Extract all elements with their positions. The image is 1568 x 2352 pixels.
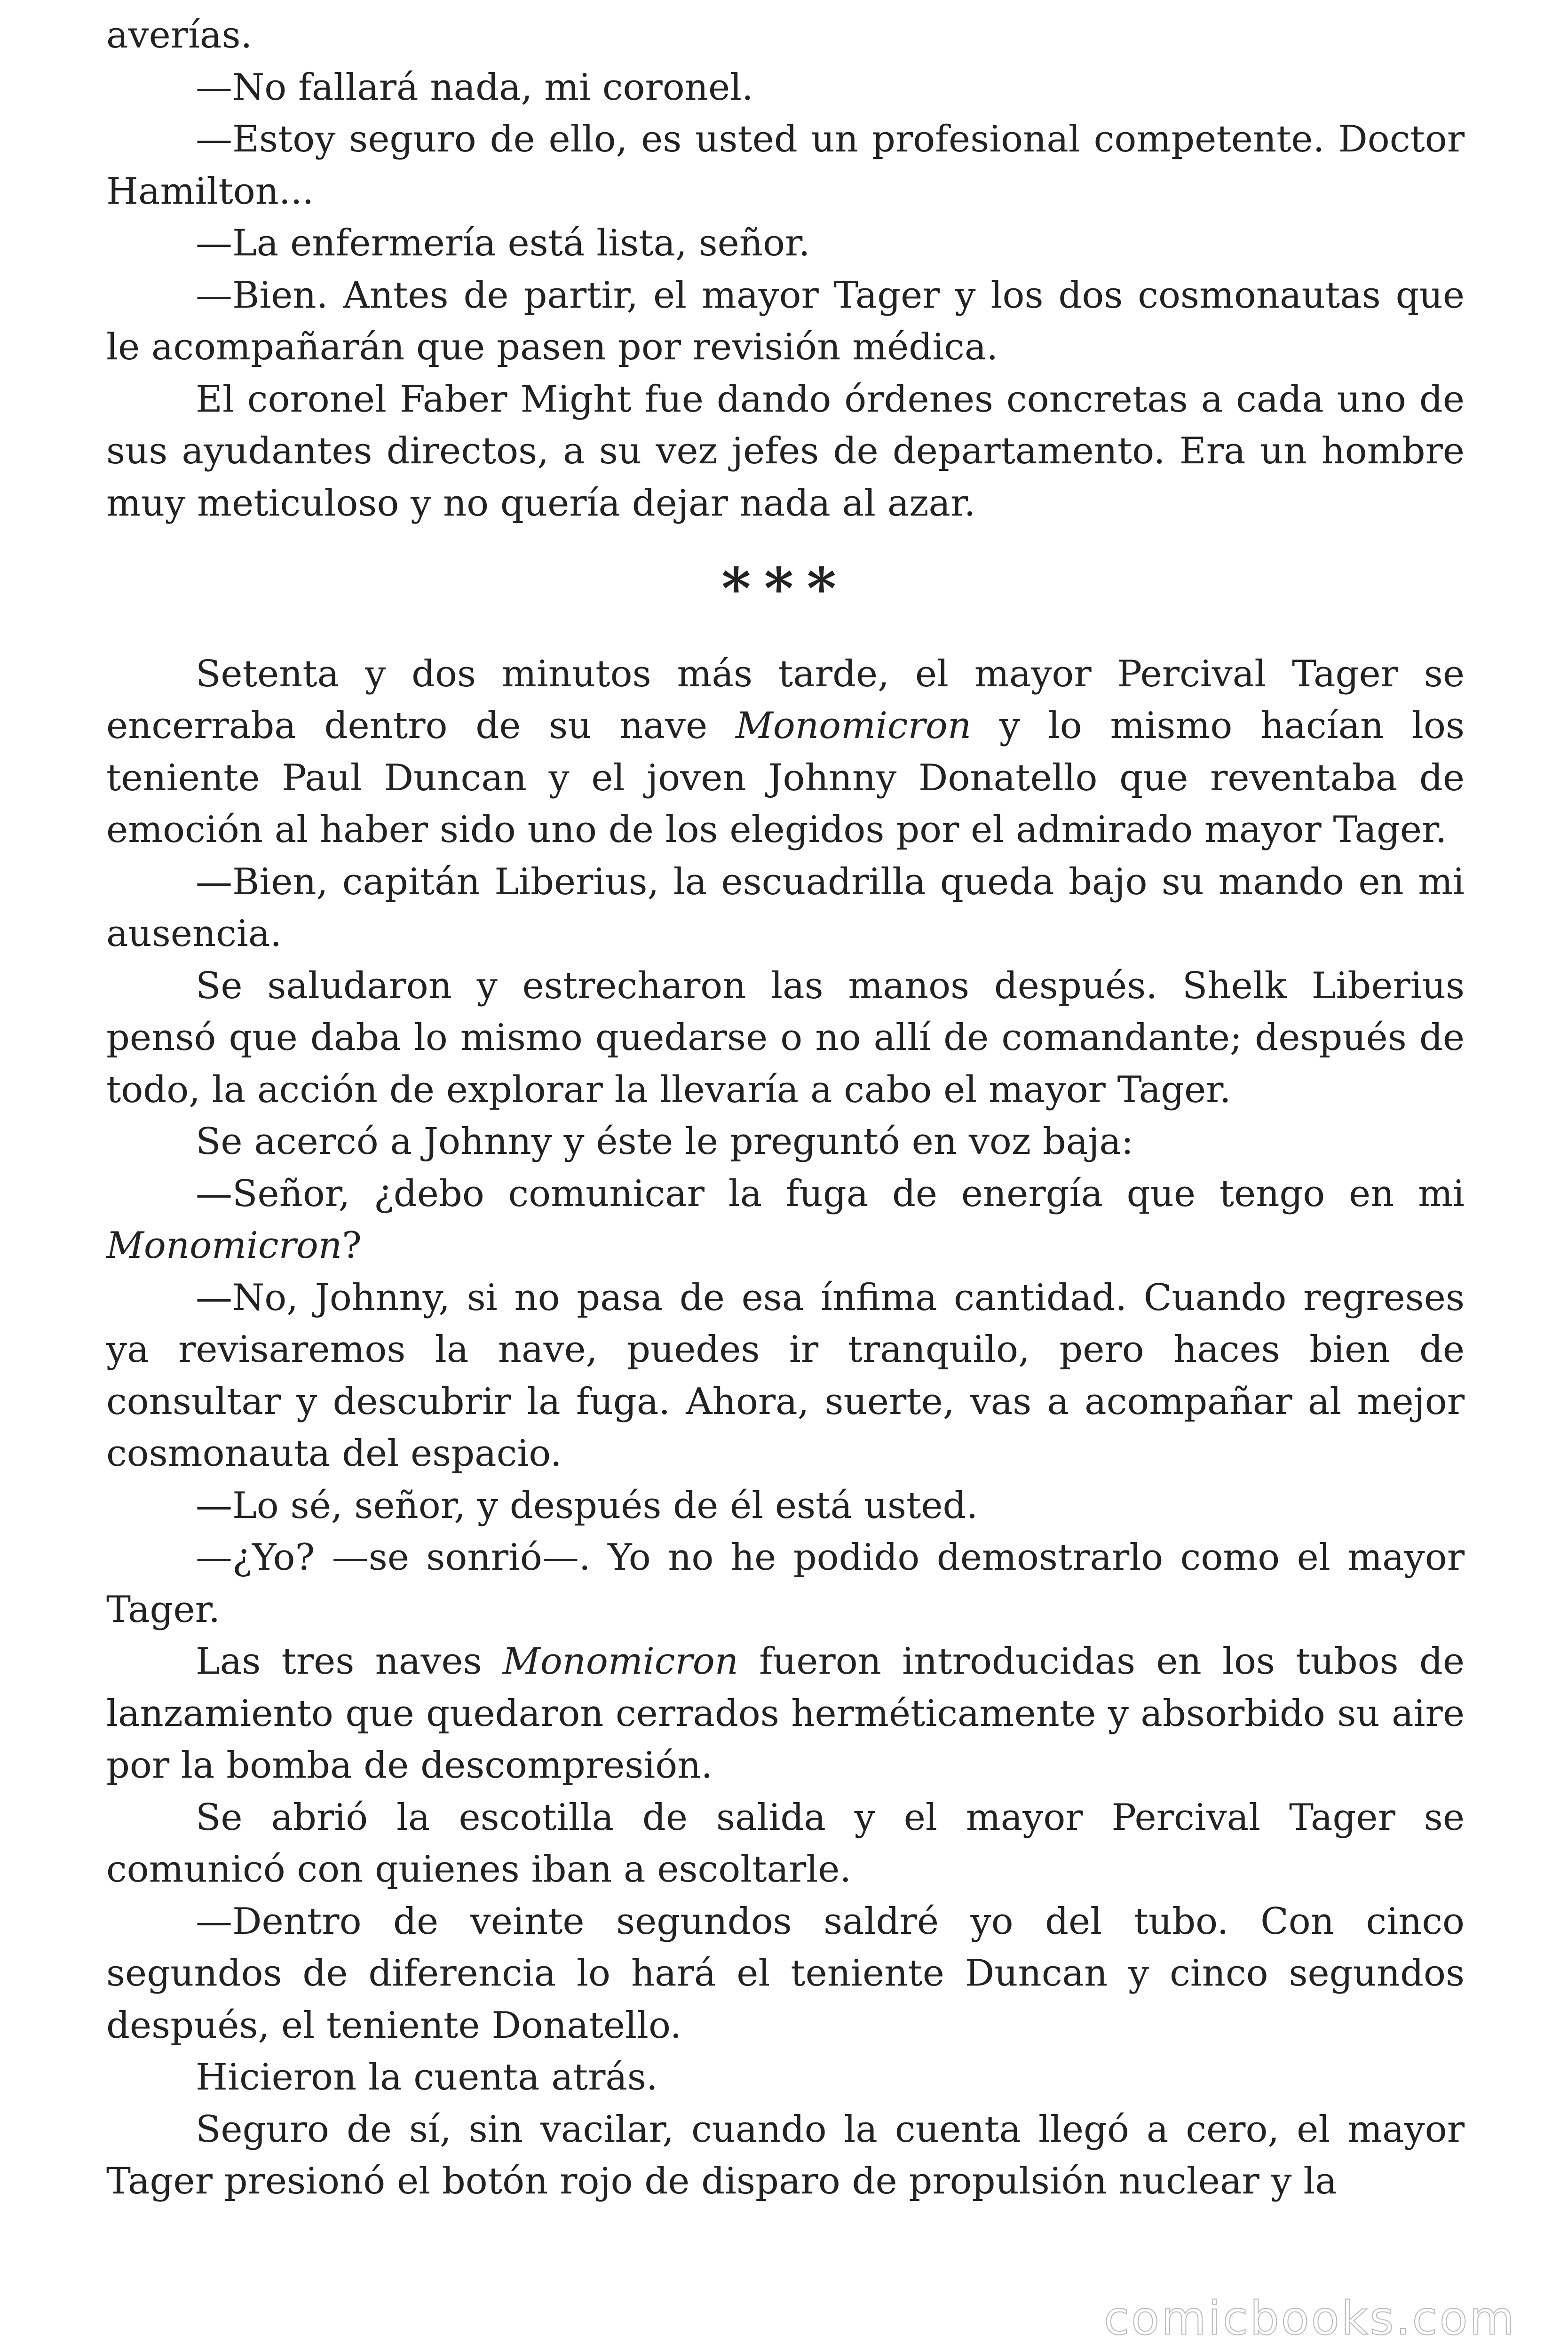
paragraph: —Estoy seguro de ello, es usted un profesional competente. Doctor Hamilton... xyxy=(106,118,1465,213)
paragraph: Se acercó a Johnny y éste le preguntó en voz baja: xyxy=(196,1120,1134,1163)
paragraph: —La enfermería está lista, señor. xyxy=(196,222,810,264)
paragraph: Se saludaron y estrecharon las manos después. Shelk Liberius pensó que daba lo mismo quedarse o no allí de comandante; después de todo, la acción de explorar la llevaría a cabo el mayor Tager. xyxy=(106,964,1465,1111)
paragraph: Seguro de sí, sin vacilar, cuando la cuenta llegó a cero, el mayor Tager presionó el botón rojo de disparo de propulsión nuclear y la xyxy=(106,2108,1465,2202)
scene-separator: *** xyxy=(721,556,850,622)
paragraph: Las tres naves Monomicron fueron introducidas en los tubos de lanzamiento que quedaron cerrados herméticamente y absorbido su aire por la bomba de descompresión. xyxy=(106,1640,1465,1787)
page-body xyxy=(106,9,1465,2208)
paragraph: —No, Johnny, si no pasa de esa ínfima cantidad. Cuando regreses ya revisaremos la nave, puedes ir tranquilo, pero haces bien de consultar y descubrir la fuga. Ahora, suerte, vas a acompañar al mejor cosmonauta del espacio. xyxy=(106,1276,1465,1475)
watermark: comicbooks.com xyxy=(1104,2292,1516,2345)
paragraph: averías. xyxy=(106,14,253,56)
paragraph: —Bien. Antes de partir, el mayor Tager y los dos cosmonautas que le acompañarán que pasen por revisión médica. xyxy=(106,274,1465,368)
ship-name: Monomicron xyxy=(502,1640,738,1683)
paragraph: —Bien, capitán Liberius, la escuadrilla queda bajo su mando en mi ausencia. xyxy=(106,860,1465,955)
ship-name: Monomicron xyxy=(736,705,972,747)
paragraph: —Lo sé, señor, y después de él está usted. xyxy=(196,1484,978,1527)
ship-name: Monomicron xyxy=(106,1224,342,1267)
paragraph: Se abrió la escotilla de salida y el mayor Percival Tager se comunicó con quienes iban a escoltarle. xyxy=(106,1796,1465,1891)
paragraph: Hicieron la cuenta atrás. xyxy=(196,2056,658,2098)
paragraph: —Señor, ¿debo comunicar la fuga de energía que tengo en mi Monomicron? xyxy=(106,1172,1465,1267)
paragraph: —Dentro de veinte segundos saldré yo del tubo. Con cinco segundos de diferencia lo hará el teniente Duncan y cinco segundos después, el teniente Donatello. xyxy=(106,1900,1465,2047)
paragraph: Setenta y dos minutos más tarde, el mayor Percival Tager se encerraba dentro de su nave Monomicron y lo mismo hacían los teniente Paul Duncan y el joven Johnny Donatello que reventaba de emoción al haber sido uno de los elegidos por el admirado mayor Tager. xyxy=(106,652,1465,851)
paragraph: El coronel Faber Might fue dando órdenes concretas a cada uno de sus ayudantes directos, a su vez jefes de departamento. Era un hombre muy meticuloso y no quería dejar nada al azar. xyxy=(106,378,1465,524)
paragraph: —¿Yo? —se sonrió—. Yo no he podido demostrarlo como el mayor Tager. xyxy=(106,1536,1465,1631)
paragraph: —No fallará nada, mi coronel. xyxy=(196,66,753,109)
